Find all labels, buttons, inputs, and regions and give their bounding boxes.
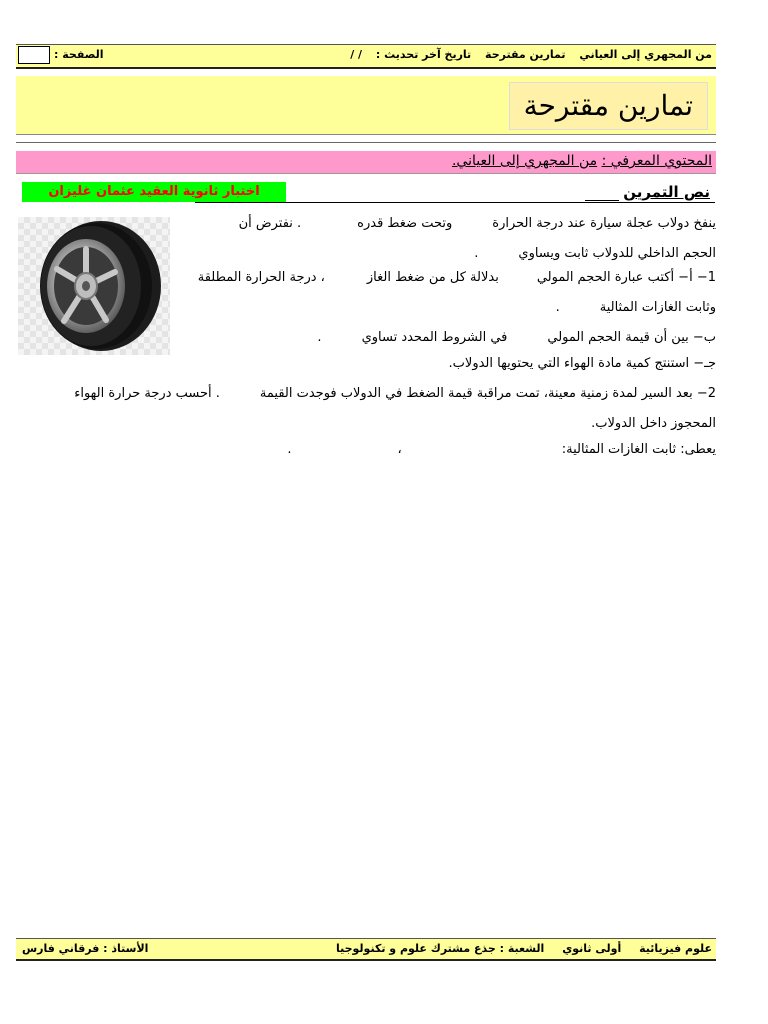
- header-bar: [16, 44, 716, 69]
- text-l4a: وثابت الغازات المثالية: [599, 300, 716, 315]
- footer-info: [322, 942, 712, 955]
- page-title: تمارين مقترحة: [509, 82, 708, 130]
- text-l9a: يعطى: ثابت الغازات المثالية:: [561, 442, 716, 457]
- footer-bar: [16, 938, 716, 961]
- text-line-7: [74, 386, 716, 401]
- text-l5c: .: [317, 330, 322, 345]
- header-unit: تمارين مقترحة: [485, 48, 566, 61]
- tire-image: [18, 217, 170, 355]
- content-value: من المجهري إلى العياني.: [451, 153, 598, 169]
- text-line-8: [591, 416, 716, 431]
- text-l7b: . أحسب درجة حرارة الهواء: [74, 386, 220, 401]
- footer-subject: علوم فيزيائية: [639, 942, 712, 955]
- title-band: [16, 76, 716, 135]
- text-l3a: 1− أ− أكتب عبارة الحجم المولي: [536, 270, 716, 285]
- exercise-title: [585, 183, 710, 201]
- text-l4b: .: [555, 300, 560, 315]
- page-number-box: [18, 46, 50, 64]
- text-l5a: ب− بين أن قيمة الحجم المولي: [547, 330, 716, 345]
- text-l3b: بدلالة كل من ضغط الغاز: [366, 270, 499, 285]
- text-line-1: [239, 216, 716, 231]
- footer-teacher: الأستاذ : فرقاني فارس: [22, 942, 149, 955]
- text-line-6: [449, 356, 716, 371]
- text-line-9: [287, 442, 716, 457]
- car-tire-icon: [18, 217, 170, 355]
- content-text: [452, 153, 712, 169]
- text-l1c: . نفترض أن: [238, 216, 302, 231]
- title-underline: [585, 200, 619, 201]
- text-line-5: [317, 330, 716, 345]
- footer-level: أولى ثانوي: [562, 942, 622, 955]
- header-lesson: من المجهري إلى العياني: [579, 48, 712, 61]
- text-line-3: [198, 270, 716, 285]
- exercise-title-text: نص التمرين: [623, 183, 710, 201]
- text-l7a: 2− بعد السير لمدة زمنية معينة، تمت مراقبة قيمة الضغط في الدولاب فوجدت القيمة: [259, 386, 716, 401]
- header-update-date: / /: [350, 48, 363, 61]
- text-line-2: [474, 246, 716, 261]
- section-underline: [195, 202, 715, 203]
- content-label: المحتوي المعرفي :: [601, 153, 712, 169]
- divider: [16, 142, 716, 143]
- text-l5b: في الشروط المحدد تساوي: [361, 330, 508, 345]
- text-line-4: [556, 300, 716, 315]
- footer-stream: الشعبة : جذع مشترك علوم و تكنولوجيا: [335, 942, 545, 955]
- text-l8: المحجوز داخل الدولاب.: [591, 416, 716, 431]
- text-l1a: ينفخ دولاب عجلة سيارة عند درجة الحرارة: [492, 216, 716, 231]
- text-l9b: ،: [397, 442, 402, 457]
- text-l2a: الحجم الداخلي للدولاب ثابت ويساوي: [518, 246, 716, 261]
- text-l9c: .: [287, 442, 292, 457]
- text-l1b: وتحت ضغط قدره: [357, 216, 453, 231]
- content-row: [16, 151, 716, 174]
- header-info: [340, 48, 712, 61]
- text-l2b: .: [474, 246, 479, 261]
- header-update-label: تاريخ آخر تحديث :: [375, 48, 472, 61]
- source-badge: اختبار ثانوية العقيد عثمان غليزان: [22, 182, 286, 202]
- page-label: الصفحة :: [54, 48, 104, 61]
- text-l3c: ، درجة الحرارة المطلقة: [197, 270, 325, 285]
- text-l6: جـ− استنتج كمية مادة الهواء التي يحتويها الدولاب.: [448, 356, 716, 371]
